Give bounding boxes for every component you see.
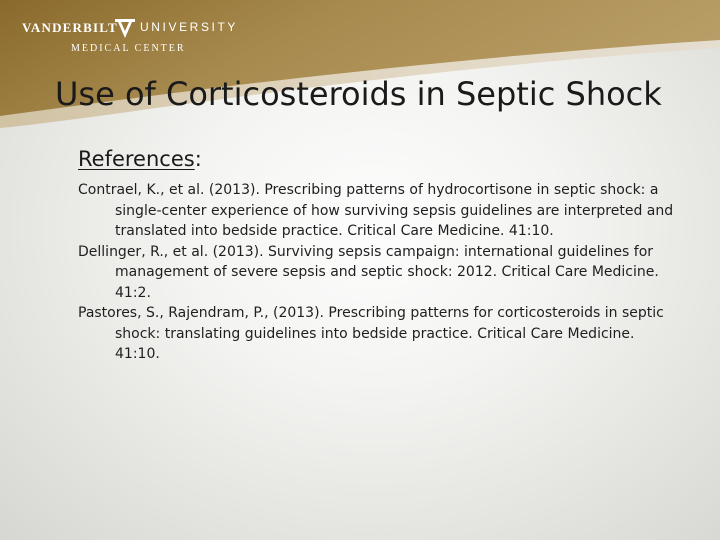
reference-item-contrael: Contrael, K., et al. (2013). Prescribing patterns of hydrocortisone in septic shock: a single-center experience of how surviving sepsis guidelines are interpreted and translated into bedside practice. Critical Care Medicine. 41:10. xyxy=(78,182,674,239)
references-heading xyxy=(78,144,678,174)
logo-text-vanderbilt: VANDERBILT xyxy=(22,20,118,35)
reference-item-pastores: Pastores, S., Rajendram, P., (2013). Prescribing patterns for corticosteroids in septic shock: translating guidelines into bedside practice. Critical Care Medicine. 41:10. xyxy=(78,305,664,362)
vanderbilt-logo xyxy=(22,17,242,61)
slide-title: Use of Corticosteroids in Septic Shock xyxy=(55,75,662,113)
references-colon: : xyxy=(194,147,202,171)
reference-list xyxy=(78,180,678,365)
logo-text-medical-center: MEDICAL CENTER xyxy=(71,43,186,54)
references-label: References xyxy=(78,147,195,171)
vanderbilt-v-icon xyxy=(114,17,136,39)
header-band xyxy=(0,0,720,140)
logo-text-university: UNIVERSITY xyxy=(140,20,239,34)
slide-body xyxy=(78,144,678,365)
reference-item-dellinger: Dellinger, R., et al. (2013). Surviving sepsis campaign: international guidelines for management of severe sepsis and septic shock: 2012. Critical Care Medicine. 41:2. xyxy=(78,243,659,301)
